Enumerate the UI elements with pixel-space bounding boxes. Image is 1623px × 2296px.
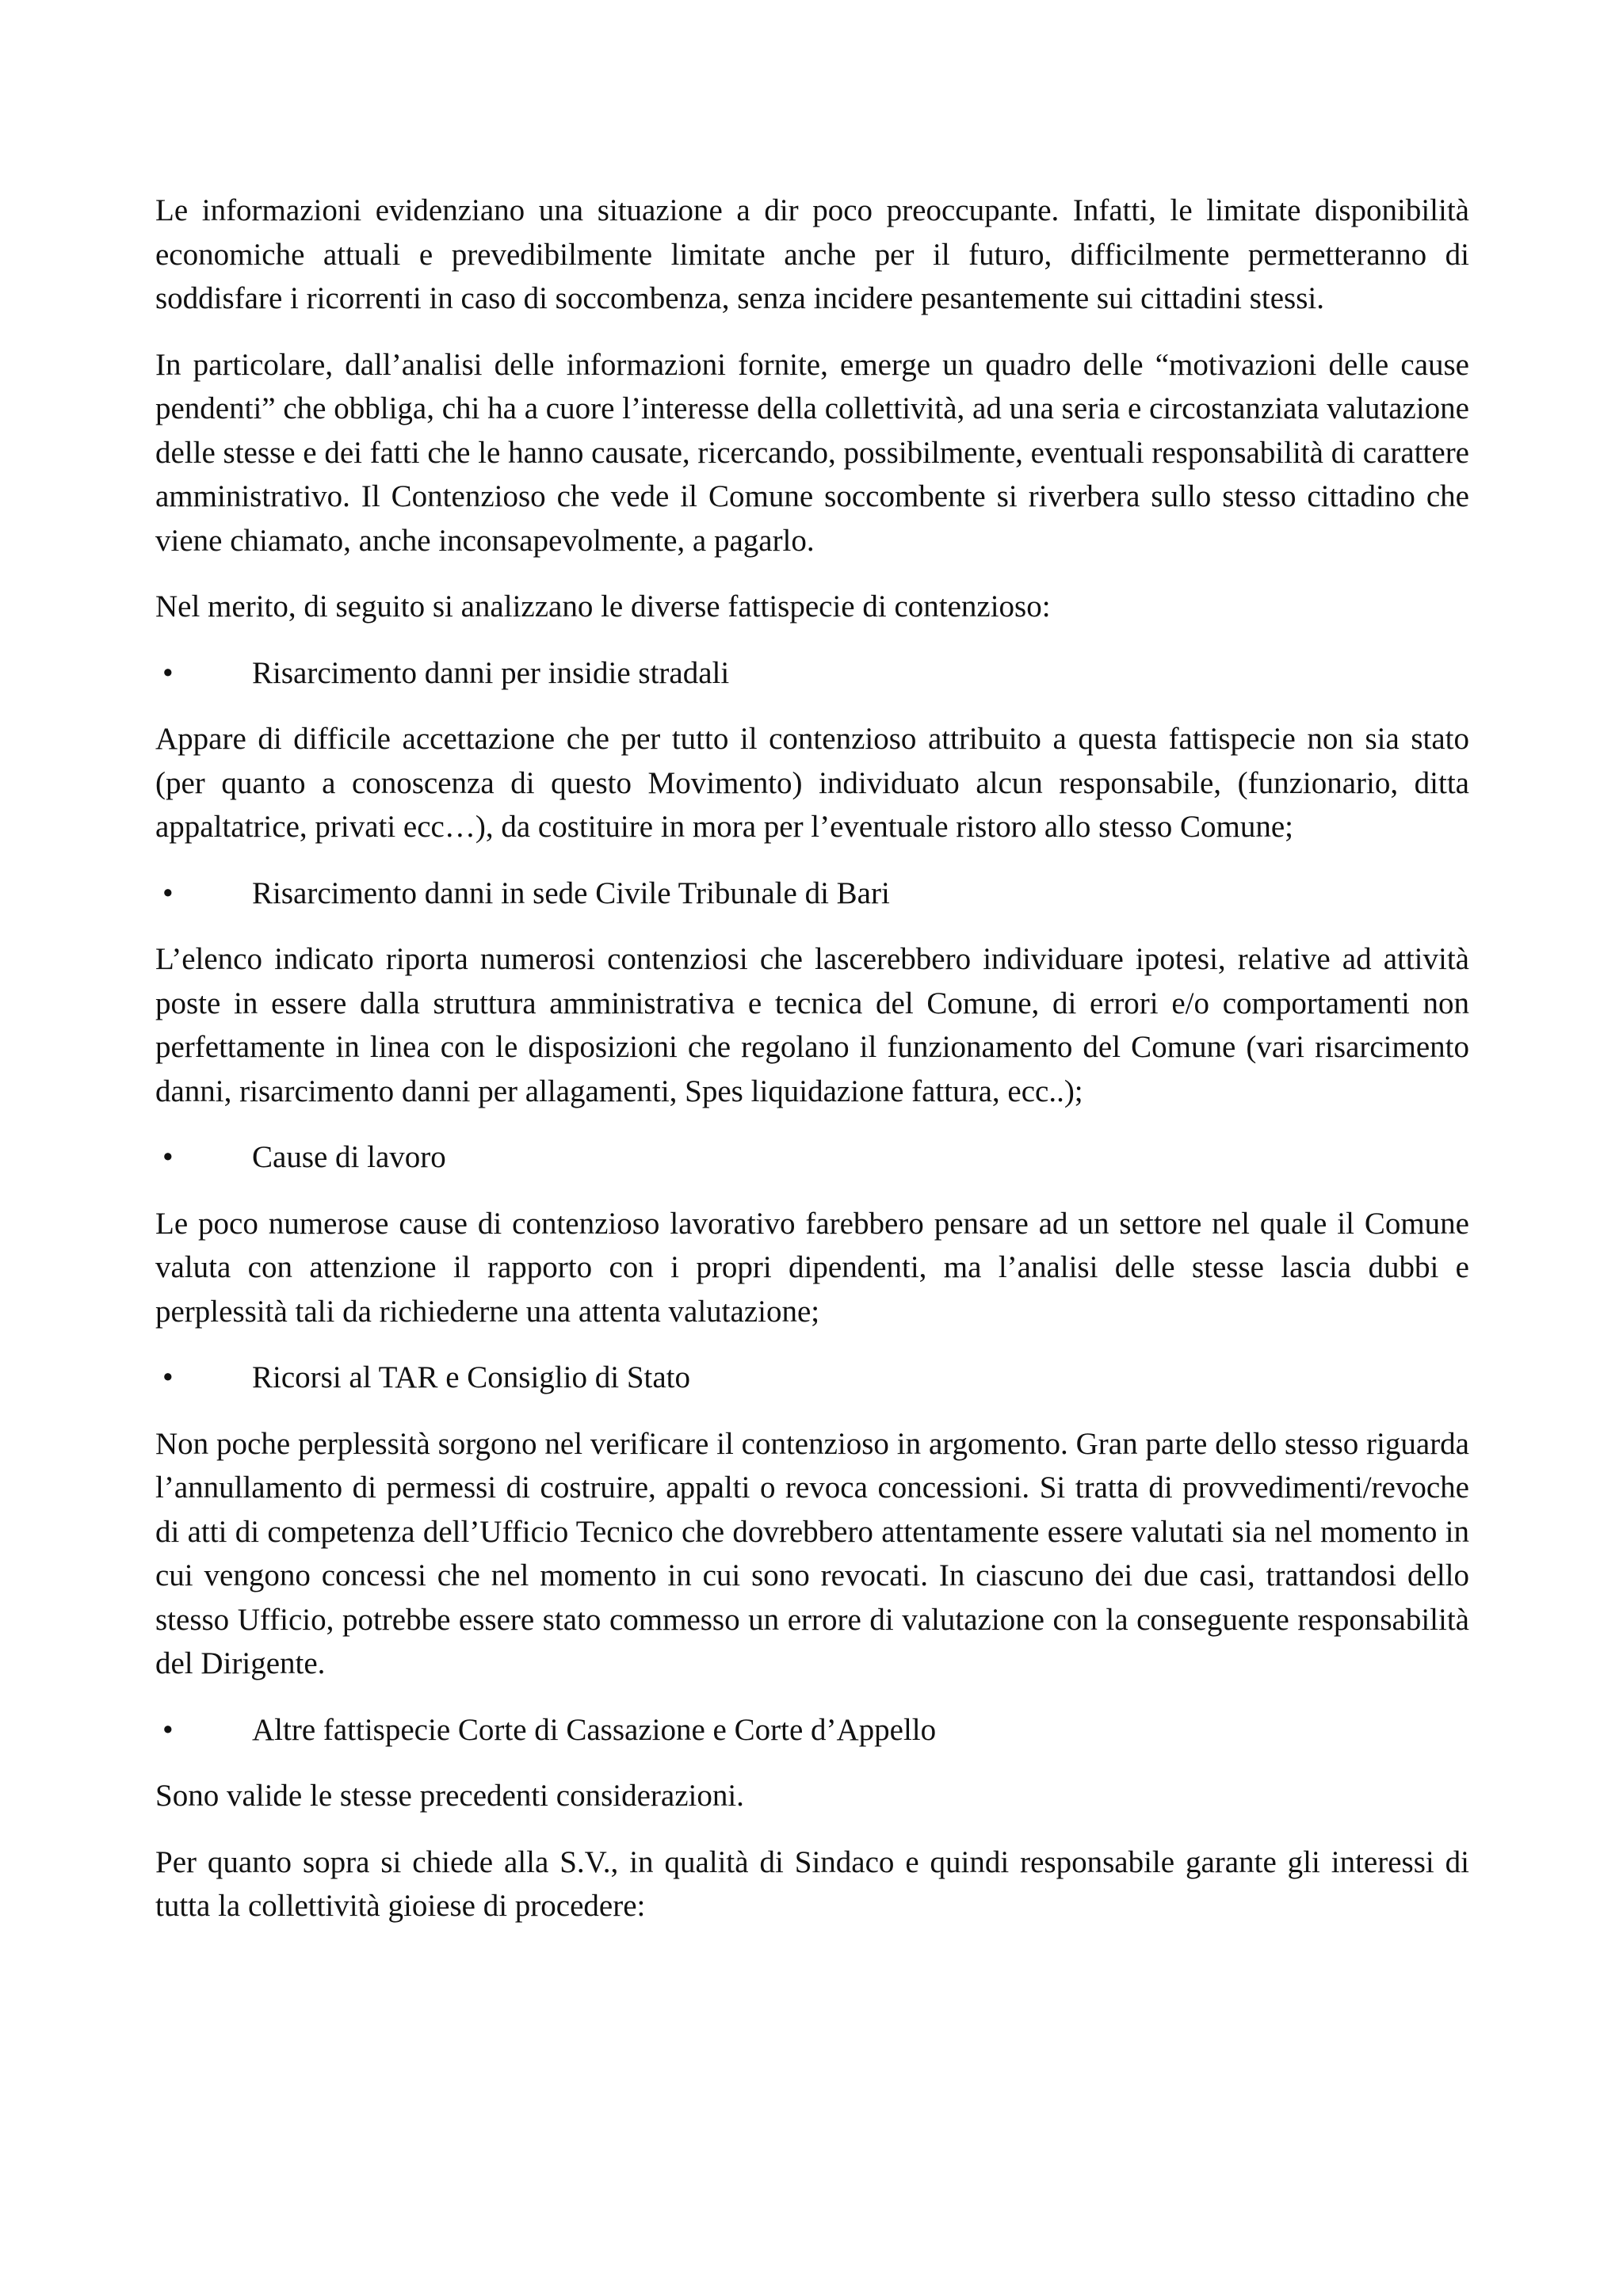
bullet-icon: • xyxy=(162,1140,174,1174)
bullet-item-tar-appeals xyxy=(155,1356,1469,1400)
bullet-label: Risarcimento danni in sede Civile Tribunale di Bari xyxy=(252,875,890,910)
bullet-icon: • xyxy=(162,875,174,910)
bullet-item-civil-court xyxy=(155,871,1469,916)
bullet-icon: • xyxy=(162,655,174,690)
paragraph-civil-court: L’elenco indicato riporta numerosi contenziosi che lascerebbero individuare ipotesi, relative ad attività poste in essere dalla struttura amministrativa e tecnica del Comune, di errori e/o comportamenti non perfettamente in linea con le disposizioni che regolano il funzionamento del Comune (vari risarcimento danni, risarcimento danni per allagamenti, Spes liquidazione fattura, ecc..); xyxy=(155,942,1469,1108)
bullet-label: Ricorsi al TAR e Consiglio di Stato xyxy=(252,1360,690,1394)
paragraph-same-considerations: Sono valide le stesse precedenti considerazioni. xyxy=(155,1779,744,1813)
bullet-icon: • xyxy=(162,1360,174,1394)
document-body xyxy=(155,189,1469,1951)
paragraph-labour-cases: Le poco numerose cause di contenzioso lavorativo farebbero pensare ad un settore nel quale il Comune valuta con attenzione il rapporto con i propri dipendenti, ma l’analisi delle stesse lascia dubbi e perplessità tali da richiederne una attenta valutazione; xyxy=(155,1206,1469,1329)
bullet-label: Altre fattispecie Corte di Cassazione e Corte d’Appello xyxy=(252,1712,937,1747)
bullet-item-road-damages xyxy=(155,651,1469,696)
paragraph-case-types-intro: Nel merito, di seguito si analizzano le diverse fattispecie di contenzioso: xyxy=(155,589,1051,624)
paragraph-intro: Le informazioni evidenziano una situazione a dir poco preoccupante. Infatti, le limitate disponibilità economiche attuali e prevedibilmente limitate anche per il futuro, difficilmente permetteranno di soddisfare i ricorrenti in caso di soccombenza, senza incidere pesantemente sui cittadini stessi. xyxy=(155,193,1469,315)
paragraph-tar-appeals: Non poche perplessità sorgono nel verificare il contenzioso in argomento. Gran parte dello stesso riguarda l’annullamento di permessi di costruire, appalti o revoca concessioni. Si tratta di provvedimenti/revoche di atti di competenza dell’Ufficio Tecnico che dovrebbero attentamente essere valutati sia nel momento in cui vengono concessi che nel momento in cui sono revocati. In ciascuno dei due casi, trattandosi dello stesso Ufficio, potrebbe essere stato commesso un errore di valutazione con la conseguente responsabilità del Dirigente. xyxy=(155,1426,1469,1680)
bullet-icon: • xyxy=(162,1712,174,1747)
paragraph-analysis: In particolare, dall’analisi delle informazioni fornite, emerge un quadro delle “motivazioni delle cause pendenti” che obbliga, chi ha a cuore l’interesse della collettività, ad una seria e circostanziata valutazione delle stesse e dei fatti che le hanno causate, ricercando, possibilmente, eventuali responsabilità di carattere amministrativo. Il Contenzioso che vede il Comune soccombente si riverbera sullo stesso cittadino che viene chiamato, anche inconsapevolmente, a pagarlo. xyxy=(155,347,1469,558)
bullet-label: Cause di lavoro xyxy=(252,1140,446,1174)
paragraph-request: Per quanto sopra si chiede alla S.V., in qualità di Sindaco e quindi responsabile garante gli interessi di tutta la collettività gioiese di procedere: xyxy=(155,1844,1469,1923)
bullet-item-cassation-appeal xyxy=(155,1708,1469,1753)
bullet-item-labour-cases xyxy=(155,1135,1469,1180)
bullet-label: Risarcimento danni per insidie stradali xyxy=(252,655,730,690)
paragraph-road-damages: Appare di difficile accettazione che per tutto il contenzioso attribuito a questa fattispecie non sia stato (per quanto a conoscenza di questo Movimento) individuato alcun responsabile, (funzionario, ditta appaltatrice, privati ecc…), da costituire in mora per l’eventuale ristoro allo stesso Comune; xyxy=(155,722,1469,844)
